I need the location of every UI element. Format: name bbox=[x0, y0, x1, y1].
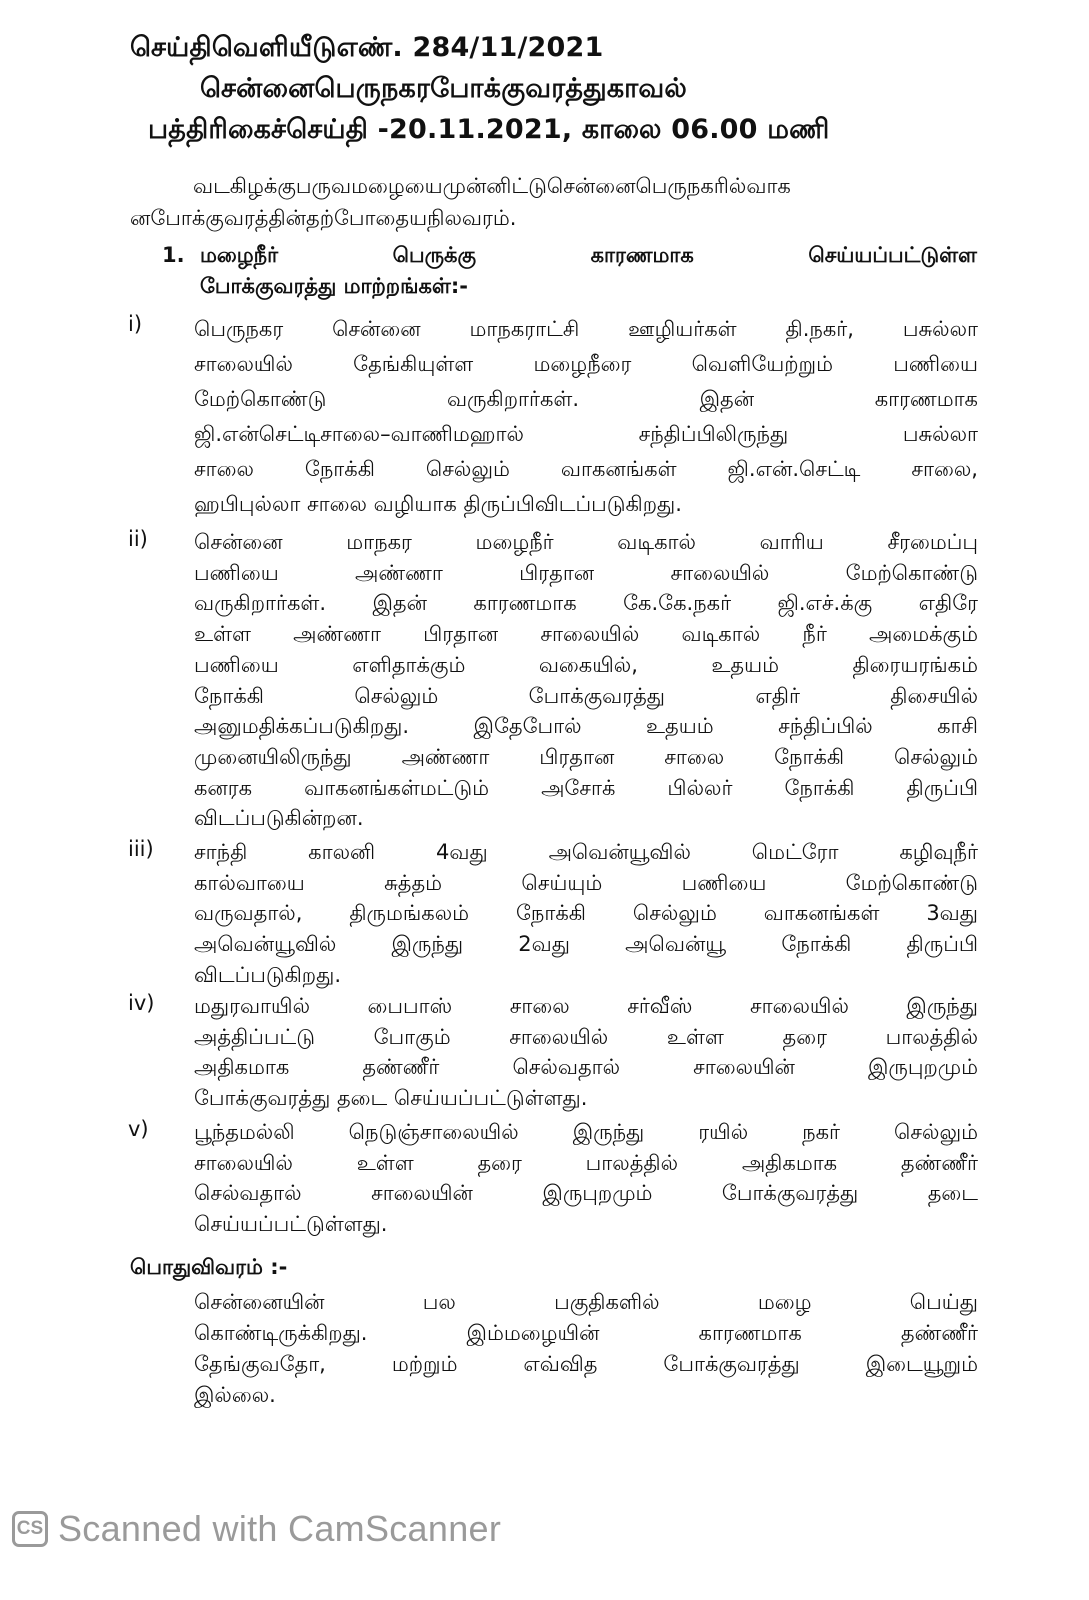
text-line: அனுமதிக்கப்படுகிறது. இதேபோல் உதயம் சந்திப்பில் காசி bbox=[194, 714, 978, 739]
text-line: அத்திப்பட்டு போகும் சாலையில் உள்ள தரை பாலத்தில் bbox=[194, 1024, 978, 1049]
section-heading-word: செய்யப்பட்டுள்ள bbox=[808, 243, 977, 267]
text-line: முனையிலிருந்து அண்ணா பிரதான சாலை நோக்கி செல்லும் bbox=[194, 744, 978, 769]
text-line: வருவதால், திருமங்கலம் நோக்கி செல்லும் வாகனங்கள் 3வது bbox=[194, 901, 978, 926]
list-item-numeral: i) bbox=[128, 312, 143, 336]
section-heading-word: மழைநீர் bbox=[200, 243, 279, 267]
text-line: நோக்கி செல்லும் போக்குவரத்து எதிர் திசையில் bbox=[194, 683, 978, 708]
general-info-text bbox=[194, 1287, 978, 1411]
text-line: ஜி.என்செட்டிசாலை–வாணிமஹால் சந்திப்பிலிருந்து பசுல்லா bbox=[194, 422, 978, 446]
department-title: சென்னைபெருநகரபோக்குவரத்துகாவல் bbox=[200, 73, 688, 104]
list-item-numeral: v) bbox=[128, 1117, 149, 1141]
text-line: செல்வதால் சாலையின் இருபுறமும் போக்குவரத்து தடை bbox=[194, 1181, 978, 1206]
watermark-text: Scanned with CamScanner bbox=[58, 1508, 502, 1549]
press-release-number: செய்திவெளியீடுஎண். 284/11/2021 bbox=[130, 32, 604, 63]
text-line: பணியை அண்ணா பிரதான சாலையில் மேற்கொண்டு bbox=[194, 560, 978, 585]
section-heading-word: காரணமாக bbox=[590, 243, 694, 267]
intro-line: வடகிழக்குபருவமழையைமுன்னிட்டுசென்னைபெருநகரில்வாக bbox=[193, 174, 791, 198]
section-number: 1. bbox=[162, 243, 185, 267]
general-info-title: பொதுவிவரம் :- bbox=[130, 1255, 288, 1279]
list-item-text bbox=[194, 527, 978, 834]
text-line: மேற்கொண்டு வருகிறார்கள். இதன் காரணமாக bbox=[194, 387, 978, 411]
list-item-numeral: iv) bbox=[128, 991, 155, 1015]
text-line: விடப்படுகின்றன. bbox=[194, 806, 364, 831]
text-line: சென்னையின் பல பகுதிகளில் மழை பெய்து bbox=[194, 1290, 978, 1314]
camscanner-watermark bbox=[12, 1508, 501, 1550]
text-line: கால்வாயை சுத்தம் செய்யும் பணியை மேற்கொண்டு bbox=[194, 870, 978, 895]
text-line: இல்லை. bbox=[194, 1383, 276, 1407]
list-item-text bbox=[194, 837, 978, 991]
list-item-numeral: ii) bbox=[128, 527, 148, 551]
text-line: சாலையில் உள்ள தரை பாலத்தில் அதிகமாக தண்ணீர் bbox=[194, 1150, 978, 1175]
text-line: பூந்தமல்லி நெடுஞ்சாலையில் இருந்து ரயில் நகர் செல்லும் bbox=[194, 1120, 978, 1144]
text-line: பணியை எளிதாக்கும் வகையில், உதயம் திரையரங்கம் bbox=[194, 652, 978, 677]
text-line: கொண்டிருக்கிறது. இம்மழையின் காரணமாக தண்ணீர் bbox=[194, 1321, 978, 1345]
section-heading bbox=[162, 240, 977, 302]
camscanner-logo-icon: CS bbox=[12, 1511, 48, 1547]
text-line: சாலை நோக்கி செல்லும் வாகனங்கள் ஜி.என்.செட்டி சாலை, bbox=[194, 457, 978, 481]
text-line: மதுரவாயில் பைபாஸ் சாலை சர்வீஸ் சாலையில் இருந்து bbox=[194, 994, 978, 1018]
text-line: பெருநகர சென்னை மாநகராட்சி ஊழியர்கள் தி.நகர், பசுல்லா bbox=[194, 317, 978, 341]
text-line: போக்குவரத்து தடை செய்யப்பட்டுள்ளது. bbox=[194, 1086, 588, 1111]
text-line: சாந்தி காலனி 4வது அவென்யூவில் மெட்ரோ கழிவுநீர் bbox=[194, 840, 978, 864]
list-item-text bbox=[194, 1117, 978, 1240]
text-line: அதிகமாக தண்ணீர் செல்வதால் சாலையின் இருபுறமும் bbox=[194, 1055, 978, 1080]
text-line: உள்ள அண்ணா பிரதான சாலையில் வடிகால் நீர் அமைக்கும் bbox=[194, 622, 978, 647]
text-line: தேங்குவதோ, மற்றும் எவ்வித போக்குவரத்து இடையூறும் bbox=[194, 1352, 978, 1376]
section-heading-word: பெருக்கு bbox=[392, 243, 477, 267]
text-line: அவென்யூவில் இருந்து 2வது அவென்யூ நோக்கி திருப்பி bbox=[194, 932, 978, 957]
text-line: செய்யப்பட்டுள்ளது. bbox=[194, 1212, 388, 1237]
section-heading-line: போக்குவரத்து மாற்றங்கள்:- bbox=[200, 274, 468, 298]
text-line: ஹபிபுல்லா சாலை வழியாக திருப்பிவிடப்படுகிறது. bbox=[194, 492, 682, 516]
list-item-text bbox=[194, 991, 978, 1114]
text-line: கனரக வாகனங்கள்மட்டும் அசோக் பில்லர் நோக்கி திருப்பி bbox=[194, 775, 978, 800]
text-line: சென்னை மாநகர மழைநீர் வடிகால் வாரிய சீரமைப்பு bbox=[194, 530, 978, 554]
intro-line: னபோக்குவரத்தின்தற்போதையநிலவரம். bbox=[130, 206, 517, 230]
list-item-text bbox=[194, 312, 978, 522]
text-line: விடப்படுகிறது. bbox=[194, 962, 341, 987]
text-line: சாலையில் தேங்கியுள்ள மழைநீரை வெளியேற்றும் பணியை bbox=[194, 352, 978, 376]
press-release-date: பத்திரிகைச்செய்தி -20.11.2021, காலை 06.00 மணி bbox=[148, 114, 830, 145]
text-line: வருகிறார்கள். இதன் காரணமாக கே.கே.நகர் ஜி.எச்.க்கு எதிரே bbox=[194, 591, 978, 616]
list-item-numeral: iii) bbox=[128, 837, 154, 861]
intro-paragraph bbox=[130, 170, 978, 234]
